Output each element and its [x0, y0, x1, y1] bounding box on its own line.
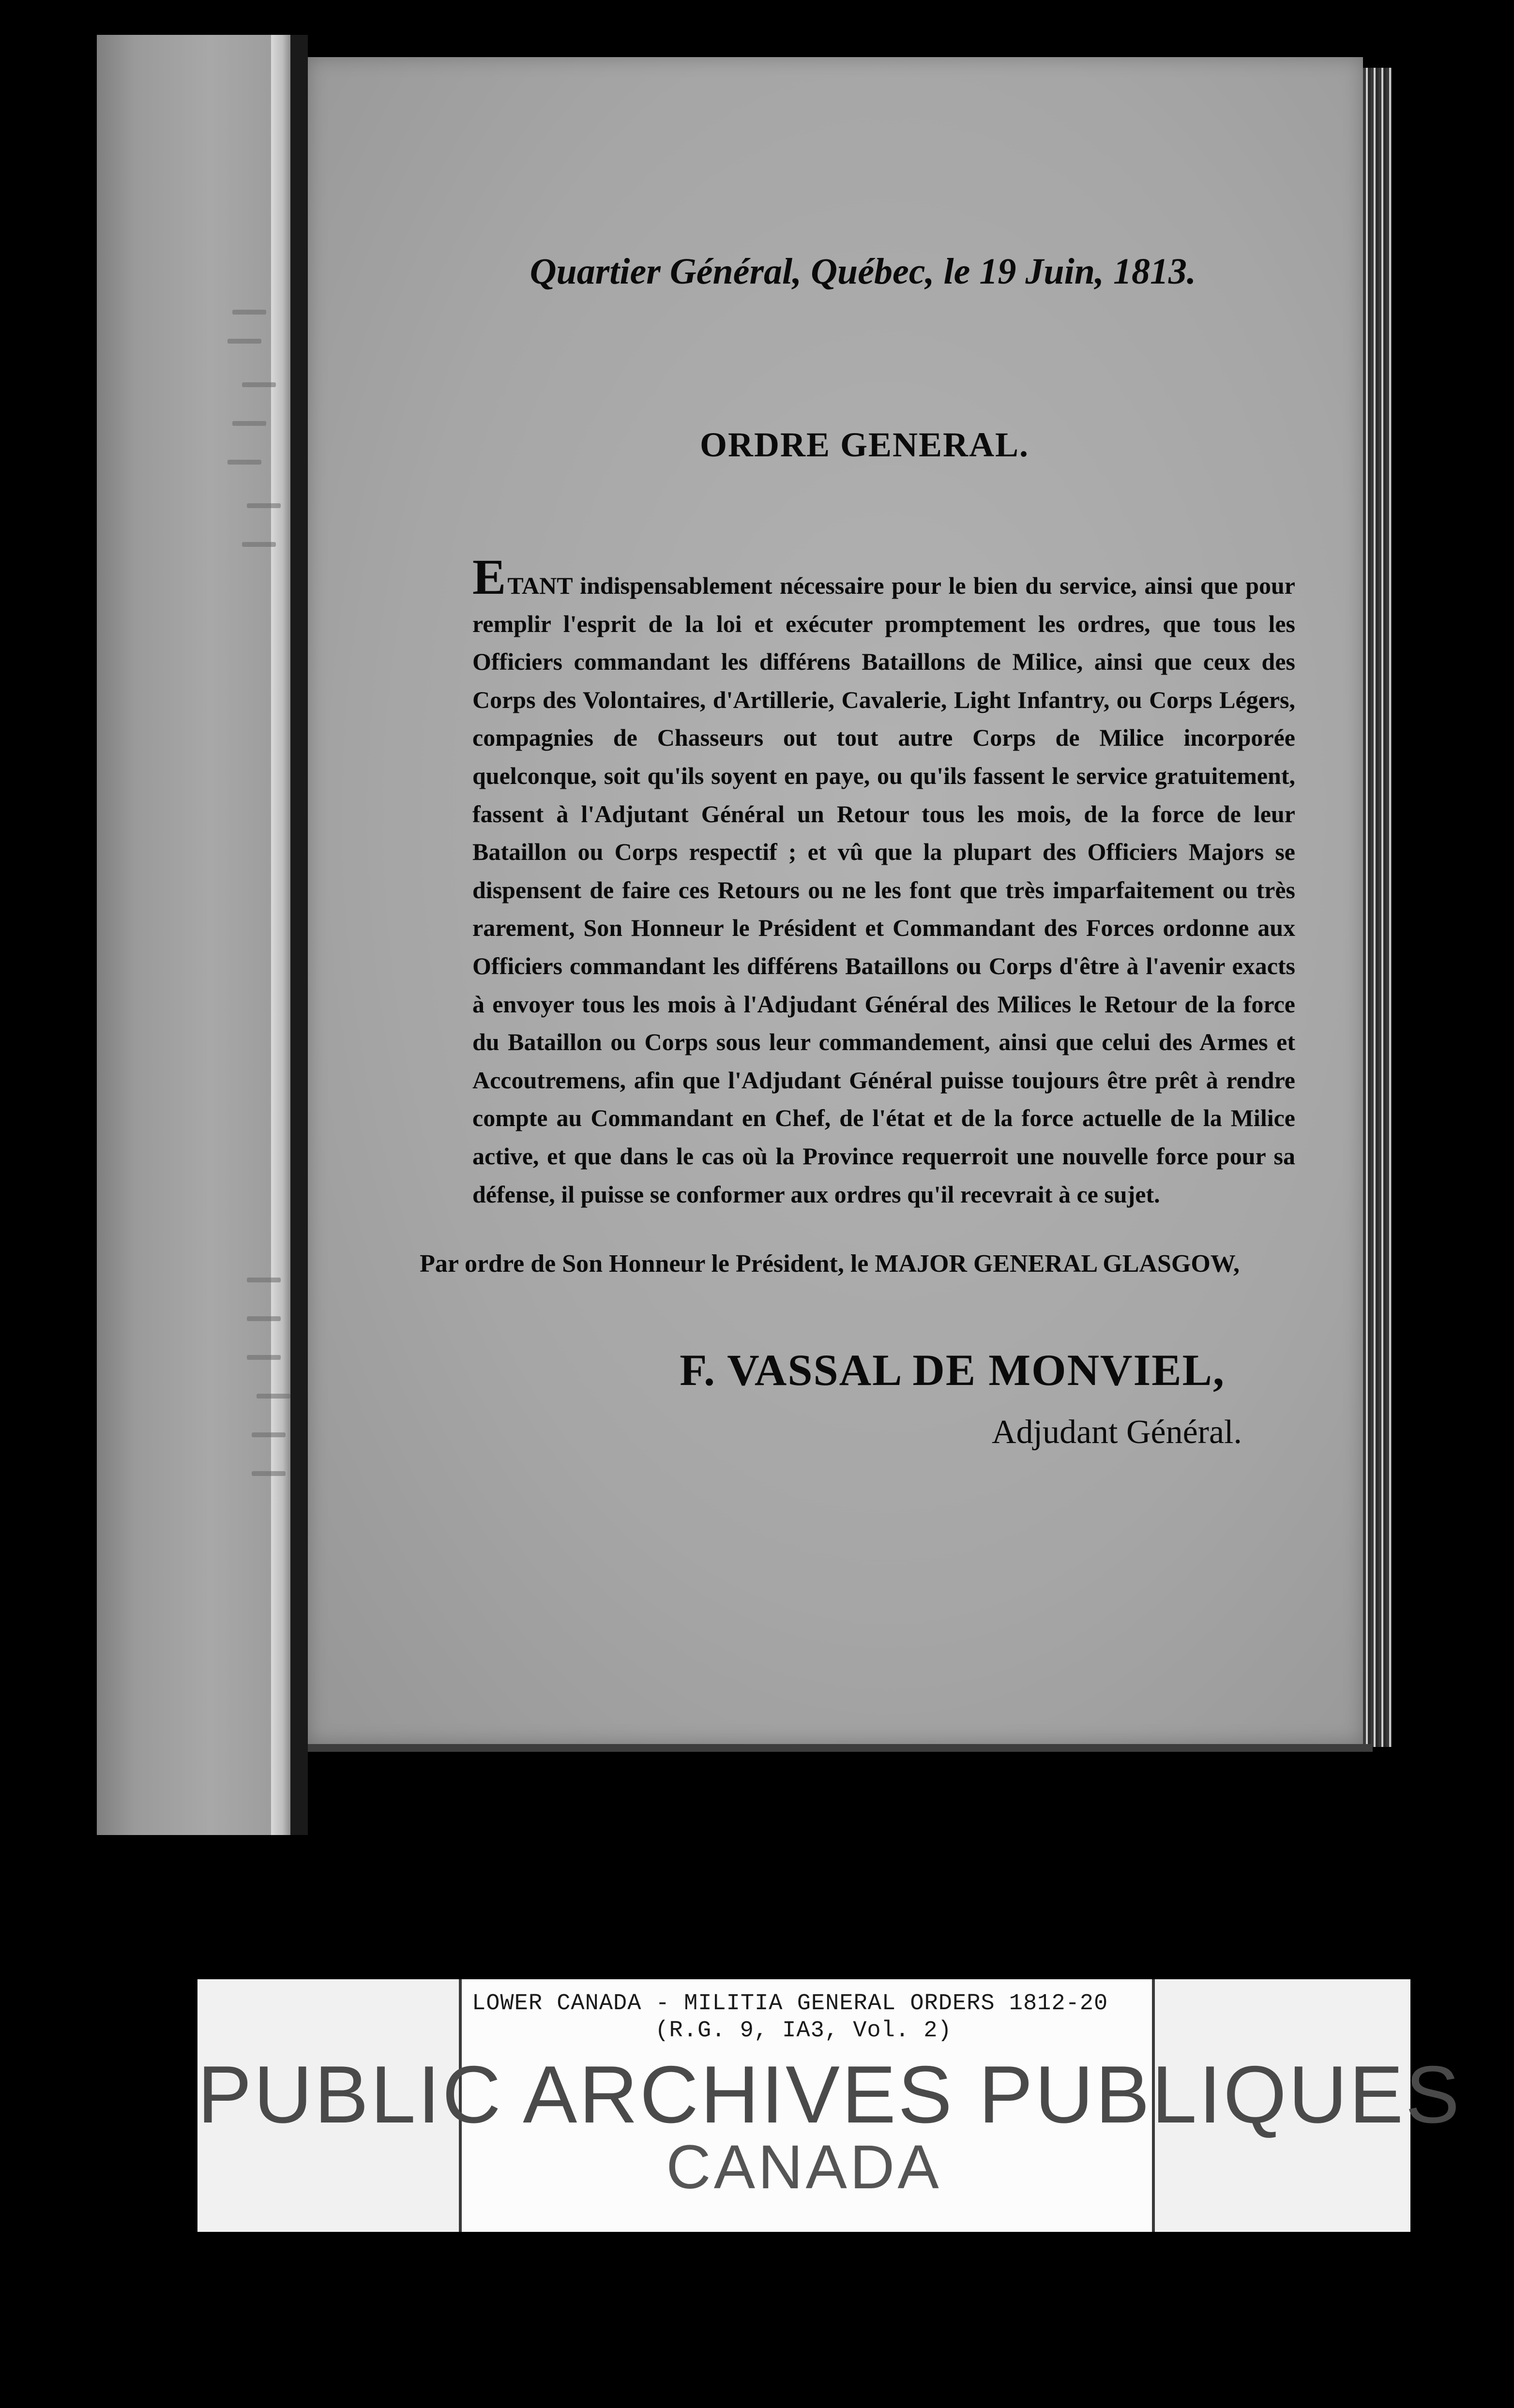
- bleed-mark: [247, 503, 281, 508]
- drop-initial: E: [472, 549, 508, 605]
- bleed-mark: [232, 310, 266, 315]
- body-text: indispensablement nécessaire pour le bien du service, ainsi que pour remplir l'esprit de la loi et exécuter promptement les ordres, que tous les Officiers commandant les différens Bataillons de Milice, ainsi que ceux des Corps des Volontaires, d'Artillerie, Cavalerie, Light Infantry, ou Corps Légers, compagnies de Chasseurs out tout autre Corps de Milice incorporée quelconque, soit qu'ils soyent en paye, ou qu'ils fassent le service gratuitement, fassent à l'Adjutant Général un Retour tous les mois, de la force de leur Bataillon ou Corps respectif ; et vû que la plupart des Officiers Majors se dispensent de faire ces Retours ou ne les font que très imparfaitement ou très rarement, Son Honneur le Président et Commandant des Forces ordonne aux Officiers commandant les différens Bataillons ou Corps d'être à l'avenir exacts à envoyer tous les mois à l'Adjudant Général des Milices le Retour de la force du Bataillon ou Corps sous leur commandement, ainsi que celui des Armes et Accoutremens, afin que l'Adjudant Général puisse toujours être prêt à rendre compte au Commandant en Chef, de l'état et de la force actuelle de la Milice active, et que dans le cas où la Province requerroit une nouvelle force pour sa défense, il puisse se conformer aux ordres qu'il recevrait à ce sujet.: [472, 572, 1295, 1208]
- signoff-line: Par ordre de Son Honneur le Président, le MAJOR GENERAL GLASGOW,: [420, 1250, 1240, 1278]
- left-page-edge: [271, 35, 290, 1835]
- left-folded-page: [97, 35, 286, 1835]
- catalog-label-line-2: (R.G. 9, IA3, Vol. 2): [655, 2018, 952, 2044]
- body-paragraph: [472, 549, 1295, 1213]
- archives-country: CANADA: [666, 2133, 942, 2202]
- page-stack-edge: [1363, 68, 1392, 1747]
- bleed-mark: [232, 421, 266, 426]
- catalog-label-line-1: LOWER CANADA - MILITIA GENERAL ORDERS 1812-20: [472, 1991, 1108, 2017]
- bleed-mark: [247, 1278, 281, 1282]
- drop-rest: TANT: [507, 572, 573, 599]
- signature-name: F. VASSAL DE MONVIEL,: [680, 1345, 1225, 1395]
- bleed-mark: [242, 382, 276, 387]
- signature-title: Adjudant Général.: [991, 1414, 1242, 1451]
- page-bottom-shadow: [308, 1744, 1373, 1752]
- bleed-mark: [227, 339, 261, 344]
- document-title: ORDRE GENERAL.: [699, 425, 1030, 464]
- document-page: [308, 57, 1363, 1744]
- archives-heading: PUBLIC ARCHIVES PUBLIQUES: [197, 2049, 1462, 2140]
- bleed-mark: [252, 1432, 286, 1437]
- bleed-mark: [257, 1394, 290, 1399]
- page-gutter: [290, 35, 308, 1835]
- bleed-mark: [247, 1355, 281, 1360]
- bleed-mark: [252, 1471, 286, 1476]
- bleed-mark: [227, 460, 261, 465]
- bleed-mark: [242, 542, 276, 547]
- dateline: Quartier Général, Québec, le 19 Juin, 1813.: [530, 251, 1196, 292]
- bleed-mark: [247, 1316, 281, 1321]
